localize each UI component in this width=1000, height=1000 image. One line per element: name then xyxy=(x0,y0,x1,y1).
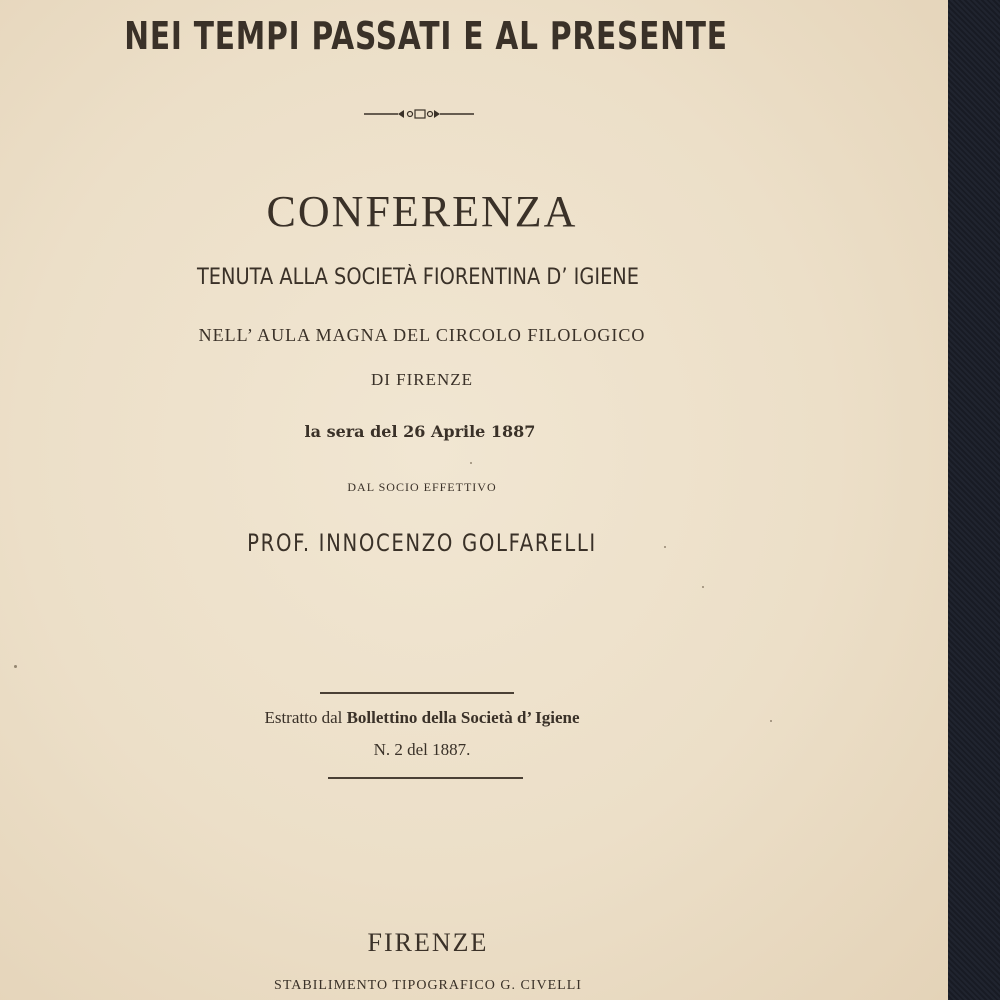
extract-source: Bollettino della Società d’ Igiene xyxy=(346,708,580,727)
city-line: DI FIRENZE xyxy=(370,370,474,389)
conference-heading: CONFERENZA xyxy=(266,187,578,236)
date-line: la sera del 26 Aprile 1887 xyxy=(304,422,536,441)
extract-prefix: Estratto dal xyxy=(264,708,343,727)
divider-rule-bottom xyxy=(328,777,523,779)
author-name: PROF. INNOCENZO GOLFARELLI xyxy=(247,529,597,557)
extract-line xyxy=(0,708,896,728)
paper-speck xyxy=(702,586,704,588)
ornament-divider-icon xyxy=(362,104,476,124)
by-line: DAL SOCIO EFFETTIVO xyxy=(347,480,497,494)
venue-line: NELL’ AULA MAGNA DEL CIRCOLO FILOLOGICO xyxy=(198,325,646,345)
book-binding xyxy=(948,0,1000,1000)
issue-line: N. 2 del 1887. xyxy=(373,740,471,759)
paper-speck xyxy=(470,462,472,464)
imprint-city: FIRENZE xyxy=(367,928,489,957)
society-line: TENUTA ALLA SOCIETÀ FIORENTINA D’ IGIENE xyxy=(196,265,640,290)
paper-speck xyxy=(664,546,666,548)
printer-line: STABILIMENTO TIPOGRAFICO G. CIVELLI xyxy=(274,978,582,993)
divider-rule-top xyxy=(320,692,514,694)
paper-speck xyxy=(770,720,772,722)
document-title: NEI TEMPI PASSATI E AL PRESENTE xyxy=(124,14,728,58)
paper-speck xyxy=(14,665,17,668)
